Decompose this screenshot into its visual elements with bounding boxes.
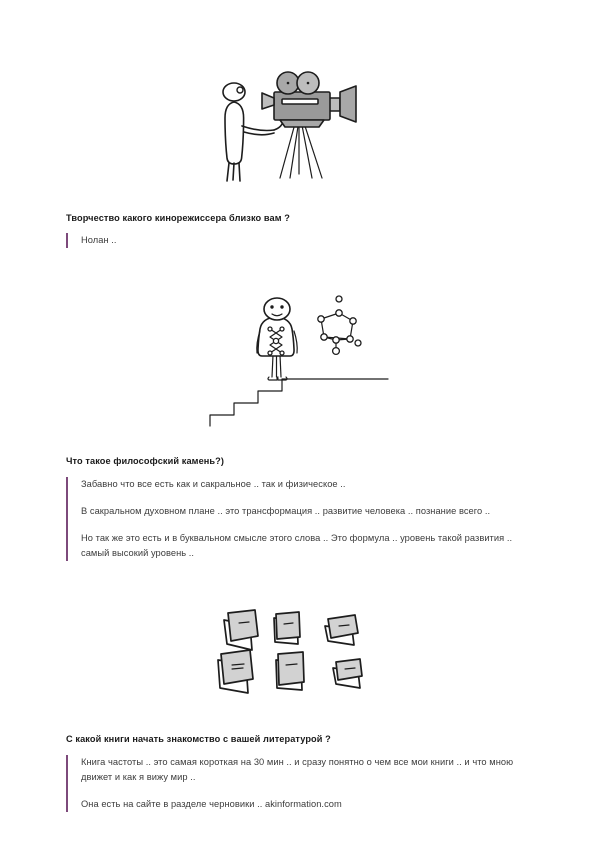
spacer-before-stairs	[0, 248, 600, 295]
spacer-after-books	[0, 701, 600, 733]
answer-paragraph: Книга частоты .. это самая короткая на 30 мин .. и сразу понятно о чем все мои книги .. и что мною движет и как я вижу мир ..	[81, 756, 514, 782]
answer-paragraph: Она есть на сайте в разделе черновики .. akinformation.com	[81, 798, 342, 809]
answer-paragraph: В сакральном духовном плане .. это трансформация .. развитие человека .. познание всего ..	[81, 505, 491, 516]
question-1: Творчество какого кинорежиссера близко вам ?	[66, 213, 290, 223]
figure-on-stairs-illustration	[0, 295, 600, 430]
answer-paragraph: Забавно что все есть как и сакральное .. так и физическое ..	[81, 478, 346, 489]
books-illustration	[0, 606, 600, 701]
answer-1	[66, 233, 538, 248]
answer-3	[66, 755, 538, 812]
answer-2	[66, 477, 538, 561]
answer-paragraph: Нолан ..	[81, 235, 117, 246]
spacer-after-stairs	[0, 430, 600, 455]
film-camera-illustration	[0, 62, 600, 182]
qa-section-3	[0, 733, 600, 812]
top-spacer	[0, 0, 600, 62]
qa-section-2	[0, 455, 600, 561]
spacer-after-camera	[0, 182, 600, 212]
qa-section-1	[0, 212, 600, 248]
question-3: С какой книги начать знакомство с вашей литературой ?	[66, 734, 331, 745]
question-2: Что такое философский камень?)	[66, 456, 225, 467]
answer-paragraph: Но так же это есть и в буквальном смысле этого слова .. Это формула .. уровень такой развития .. самый высокий уровень ..	[81, 532, 513, 559]
spacer-before-books	[0, 561, 600, 606]
